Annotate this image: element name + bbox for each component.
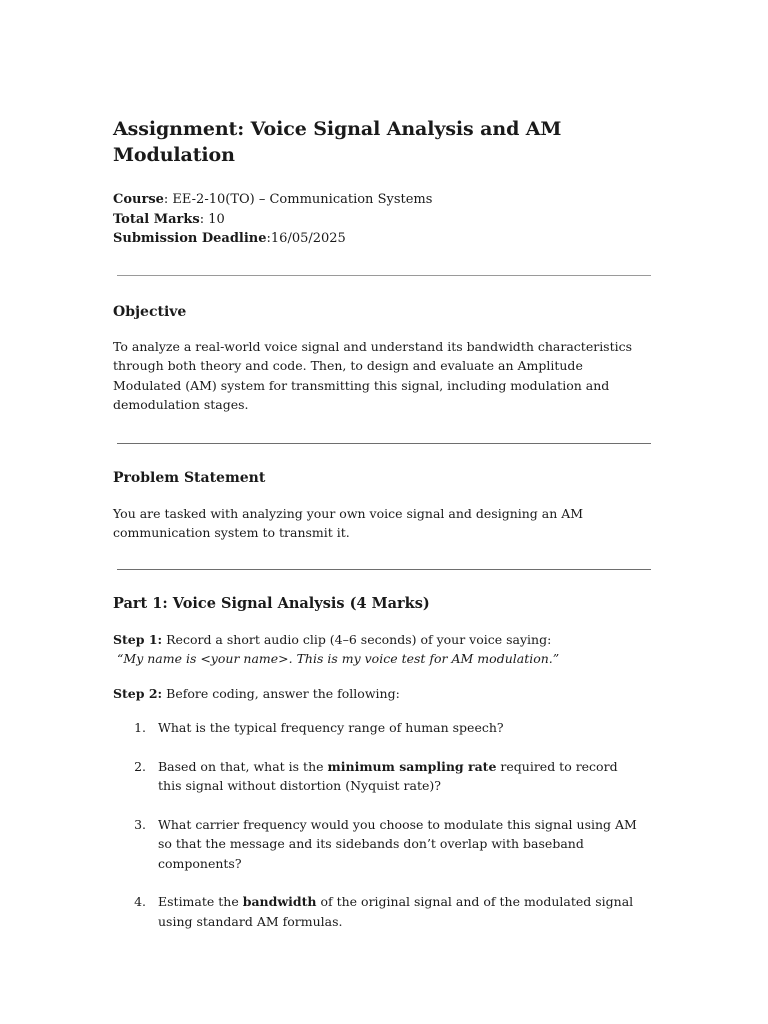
list-item-text [158,815,653,874]
list-item [113,757,653,796]
list-item-number: 1. [134,720,146,735]
list-item [113,892,653,931]
list-item [113,815,653,874]
step1-text: Record a short audio clip (4–6 seconds) of your voice saying: [162,631,552,647]
deadline-label: Submission Deadline [113,231,267,246]
course-line [113,190,653,210]
objective-heading: Objective [113,303,187,320]
divider-3 [117,569,651,570]
list-item-bold: minimum sampling rate [327,758,497,774]
list-item-number: 2. [134,758,146,774]
step2-text: Before coding, answer the following: [162,685,400,701]
objective-text: To analyze a real-world voice signal and understand its bandwidth characteristics through both theory and code. Then, to design and evaluate an Amplitude Modulated (AM) system for transmitting this signal, including modulation and demodulation stages. [113,338,633,412]
problem-heading: Problem Statement [113,469,266,486]
list-item-text [158,718,653,738]
list-item-number: 4. [134,894,146,909]
marks-line [113,210,653,230]
list-item-text-part: Estimate the [158,894,243,909]
list-item-text-part: of the original signal and of the modulated signal using standard AM formulas. [158,894,634,929]
list-item-text [158,892,653,931]
list-item-text-part: What carrier frequency would you choose to modulate this signal using AM so that the message and its sidebands don’t overlap with baseband components? [158,816,637,871]
course-label: Course [113,192,164,207]
list-item-text-part: Based on that, what is the [158,758,328,774]
list-item-text [158,757,653,796]
document-title: Assignment: Voice Signal Analysis and AM Modulation [113,118,562,166]
list-item [113,718,653,738]
list-item-bold: bandwidth [242,894,317,909]
step1-label: Step 1: [113,631,163,647]
marks-label: Total Marks [113,211,200,227]
divider-1 [117,275,651,276]
part1-heading: Part 1: Voice Signal Analysis (4 Marks) [113,594,430,612]
course-value: : EE-2-10(TO) – Communication Systems [163,192,433,207]
document-content [113,116,653,931]
problem-text: You are tasked with analyzing your own voice signal and designing an AM communication system to transmit it. [113,505,584,540]
list-item-number: 3. [134,816,146,832]
step1-line [113,630,653,650]
step1-quote: “My name is <your name>. This is my voice test for AM modulation.” [117,651,560,666]
step2-line [113,684,653,704]
marks-value: : 10 [199,211,225,227]
deadline-value: :16/05/2025 [266,231,346,246]
deadline-line [113,229,653,249]
list-item-text-part: What is the typical frequency range of human speech? [158,720,504,735]
question-list [113,718,653,931]
step2-label: Step 2: [113,685,163,701]
list-item-text-part: required to record this signal without distortion (Nyquist rate)? [158,758,618,793]
divider-2 [117,443,651,444]
